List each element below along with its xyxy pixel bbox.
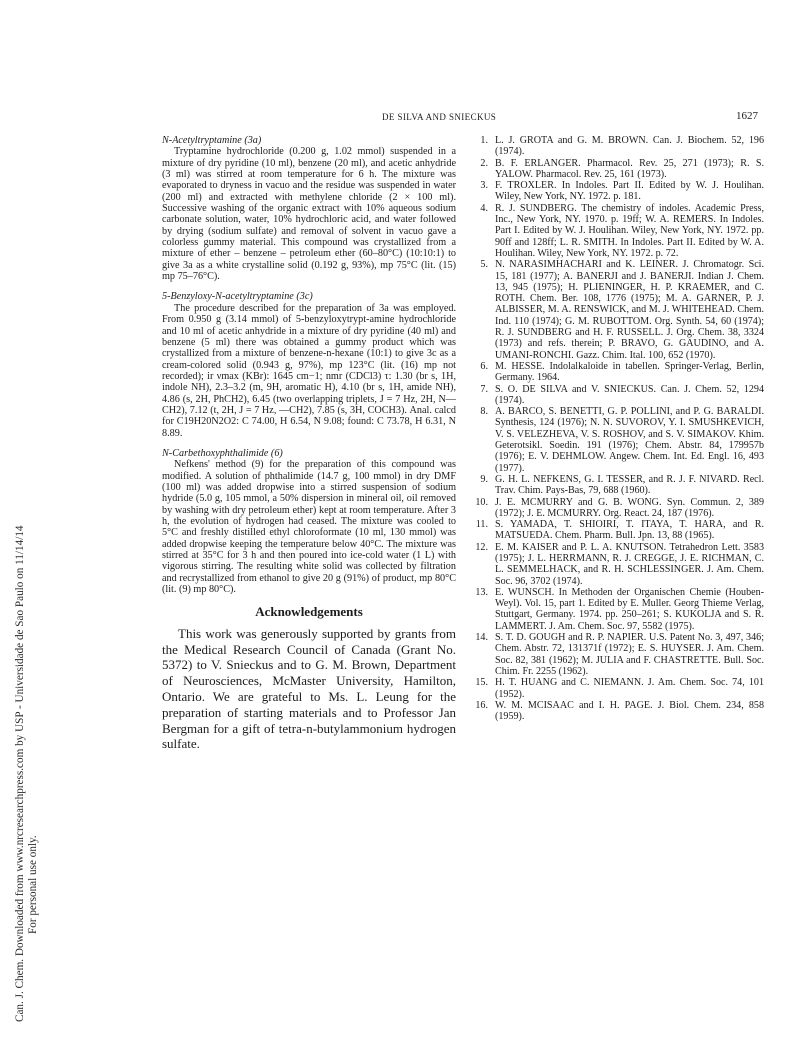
reference-item (474, 259, 764, 361)
reference-number: 12. (475, 541, 488, 553)
reference-item (474, 135, 764, 158)
reference-number: 11. (475, 519, 488, 531)
watermark-line-1: Can. J. Chem. Downloaded from www.nrcresearchpress.com by USP - Universidade de Sao Paulo on 11/14/14 (14, 525, 26, 1022)
section-heading-6: N-Carbethoxyphthalimide (6) (162, 447, 283, 459)
reference-text: L. J. GROTA and G. M. BROWN. Can. J. Biochem. 52, 196 (1974). (495, 135, 764, 158)
reference-number: 9. (480, 473, 488, 485)
reference-number: 10. (475, 496, 488, 508)
reference-number: 13. (475, 586, 488, 598)
reference-item (474, 203, 764, 259)
watermark-line-2: For personal use only. (27, 835, 39, 934)
reference-text: J. E. MCMURRY and G. B. WONG. Syn. Commun. 2, 389 (1972); J. E. MCMURRY. Org. React. 24, 187 (1976). (495, 496, 764, 519)
reference-number: 16. (475, 699, 488, 711)
reference-number: 5. (480, 259, 488, 271)
reference-text: G. H. L. NEFKENS, G. I. TESSER, and R. J. F. NIVARD. Recl. Trav. Chim. Pays-Bas, 79, 688 (1960). (495, 473, 764, 497)
reference-text: E. M. KAISER and P. L. A. KNUTSON. Tetrahedron Lett. 3583 (1975); J. L. HERRMANN, R. J. CREGGE, J. E. RICHMAN, C. L. SEMMELHACK, and R. H. SCHLESSINGER. J. Am. Chem. Soc. 96, 3702 (1974). (495, 541, 764, 587)
left-column (162, 135, 456, 752)
reference-item (474, 632, 764, 677)
reference-number: 14. (475, 632, 488, 644)
reference-item (474, 519, 764, 542)
download-watermark (14, 525, 40, 1022)
reference-item (474, 406, 764, 474)
references-list (474, 135, 764, 722)
section-heading-3a: N-Acetyltryptamine (3a) (162, 135, 262, 146)
reference-item (474, 497, 764, 520)
reference-item (474, 542, 764, 587)
reference-item (474, 587, 764, 632)
acknowledgements-body: This work was generously supported by grants from the Medical Research Council of Canada (Grant No. 5372) to V. Snieckus and to G. M. Brown, Department of Neurosciences, McMaster University, Hamilton, Ontario. We are grateful to Ms. L. Leung for the preparation of starting materials and to Professor Jan Bergman for a gift of tetra-n-butylammonium hydrogen sulfate. (162, 625, 456, 752)
reference-item (474, 700, 764, 723)
section-heading-3c: 5-Benzyloxy-N-acetyltryptamine (3c) (162, 291, 313, 303)
reference-text: A. BARCO, S. BENETTI, G. P. POLLINI, and P. G. BARALDI. Synthesis, 124 (1976); N. N. SUVOROV, Y. I. SMUSHKEVICH, V. S. VELEZHEVA, V. S. ROSHOV, and S. V. SIMAKOV. Khim. Geterotsikl. Soedin. 191 (1976); Chem. Abstr. 84, 179957b (1976); E. V. DEHMLOW. Angew. Chem. Int. Ed. Engl. 16, 493 (1977). (495, 406, 764, 474)
reference-item (474, 677, 764, 700)
reference-number: 6. (480, 360, 488, 372)
reference-text: S. T. D. GOUGH and R. P. NAPIER. U.S. Patent No. 3, 497, 346; Chem. Abstr. 72, 131371f (1972); E. S. HUYSER. J. Am. Chem. Soc. 82, 381 (1962); M. JULIA and F. CHASTRETTE. Bull. Soc. Chim. Fr. 2255 (1962). (495, 632, 764, 677)
acknowledgements-title: Acknowledgements (255, 604, 363, 620)
reference-item (474, 474, 764, 497)
reference-number: 4. (480, 202, 488, 214)
reference-text: N. NARASIMHACHARI and K. LEINER. J. Chromatogr. Sci. 15, 181 (1977); A. BANERJI and J. BANERJI. Indian J. Chem. 13, 945 (1975); H. PLIENINGER, H. P. KRAEMER, and C. ROTH. Chem. Ber. 108, 1776 (1975); M. A. GARNER, P. J. ALBISSER, M. A. RENSWICK, and M. J. WHITEHEAD. Chem. Ind. 110 (1974); G. M. RUBOTTOM. Org. Synth. 54, 60 (1974); R. J. SUNDBERG and H. F. RUSSELL. J. Org. Chem. 38, 3324 (1973) and refs. therein; P. BRAVO, G. GAUDINO, and A. UMANI-RONCHI. Gazz. Chim. Ital. 100, 652 (1970). (495, 259, 764, 361)
reference-item (474, 384, 764, 407)
running-head: DE SILVA AND SNIECKUS (382, 112, 497, 122)
reference-item (474, 158, 764, 181)
reference-number: 15. (475, 677, 488, 689)
paragraph-6: Nefkens' method (9) for the preparation of this compound was modified. A solution of phthalimide (14.7 g, 100 mmol) in dry DMF (100 ml) was added dropwise into a stirred suspension of sodium hydride (5.0 g, 105 mmol, a 50% dispersion in mineral oil, oil removed by washing with dry petroleum ether) kept at room temperature. After 3 h, the evolution of hydrogen had ceased. The mixture was cooled to 5°C and freshly distilled ethyl chloroformate (10 ml, 130 mmol) was added dropwise keeping the temperature below 40°C. The mixture was stirred at 35°C for 3 h and then poured into ice-cold water (1 L) with vigorous stirring. The resulting white solid was collected by filtration and recrystallized from ethanol to give 20 g (91%) of product, mp 80°C (lit. (9) mp 80°C). (162, 459, 456, 596)
reference-text: S. YAMADA, T. SHIOIRI, T. ITAYA, T. HARA, and R. MATSUEDA. Chem. Pharm. Bull. Jpn. 13, 88 (1965). (495, 519, 764, 542)
reference-text: W. M. MCISAAC and I. H. PAGE. J. Biol. Chem. 234, 858 (1959). (495, 699, 764, 723)
page-number: 1627 (736, 110, 758, 122)
reference-number: 3. (480, 180, 488, 192)
reference-text: R. J. SUNDBERG. The chemistry of indoles. Academic Press, Inc., New York, NY. 1970. p. 19ff; W. A. REMERS. In Indoles. Part I. Edited by W. J. Houlihan. Wiley, New York, NY. 1972. pp. 90ff and 128ff; L. R. SMITH. In Indoles. Part II. Edited by W. A. Houlihan. Wiley, New York, NY. 1972. p. 72. (495, 202, 764, 259)
reference-text: F. TROXLER. In Indoles. Part II. Edited by W. J. Houlihan. Wiley, New York, NY. 1972. p. 181. (495, 180, 764, 203)
reference-number: 2. (480, 157, 488, 169)
reference-number: 1. (480, 135, 488, 146)
reference-number: 7. (480, 383, 488, 395)
reference-text: S. O. DE SILVA and V. SNIECKUS. Can. J. Chem. 52, 1294 (1974). (495, 383, 764, 406)
reference-text: M. HESSE. Indolalkaloide in tabellen. Springer-Verlag, Berlin, Germany. 1964. (495, 360, 764, 384)
reference-item (474, 361, 764, 384)
reference-text: H. T. HUANG and C. NIEMANN. J. Am. Chem. Soc. 74, 101 (1952). (495, 677, 764, 700)
reference-text: B. F. ERLANGER. Pharmacol. Rev. 25, 271 (1973); R. S. YALOW. Pharmacol. Rev. 25, 161 (1973). (495, 157, 764, 180)
reference-number: 8. (480, 406, 488, 418)
reference-item (474, 180, 764, 203)
reference-text: E. WUNSCH. In Methoden der Organischen Chemie (Houben-Weyl). Vol. 15, part 1. Edited by E. Muller. Georg Thieme Verlag, Stuttgart, Germany. 1974. pp. 250–261; S. KUKOLJA and S. R. LAMMERT. J. Am. Chem. Soc. 97, 5582 (1975). (495, 586, 764, 632)
paragraph-3c: The procedure described for the preparation of 3a was employed. From 0.950 g (3.14 mmol) of 5-benzyloxytrypt-amine hydrochloride and 10 ml of acetic anhydride in a mixture of dry pyridine (40 ml) and benzene (5 ml) there was obtained a gummy product which was crystallized from a mixture of benzene-n-hexane (10:1) to give 3c as a cream-colored solid (0.943 g, 97%), mp 123°C (lit. (16) mp not recorded); ir νmax (KBr): 1645 cm−1; nmr (CDCl3) τ: 1.30 (br s, 1H, indole NH), 2.3–3.2 (m, 9H, aromatic H), 4.10 (br s, 1H, amide NH), 4.86 (s, 2H, PhCH2), 6.45 (two overlapping triplets, J = 7 Hz, 2H, N—CH2), 7.12 (t, 2H, J = 7 Hz, —CH2), 7.85 (s, 3H, COCH3). Anal. calcd for C19H20N2O2: C 74.00, H 6.54, N 9.08; found: C 73.78, H 6.31, N 8.89. (162, 302, 456, 439)
paragraph-3a: Tryptamine hydrochloride (0.200 g, 1.02 mmol) suspended in a mixture of dry pyridine (10 ml), benzene (20 ml), and acetic anhydride (3 ml) was stirred at room temperature for 6 h. The mixture was evaporated to dryness in vacuo and the residue was suspended in water (200 ml) and extracted with methylene chloride (2 × 100 ml). Successive washing of the organic extract with 10% aqueous sodium carbonate solution, water, 10% hydrochloric acid, and water followed by drying (sodium sulfate) and removal of solvent in vacuo gave a colorless gummy material. This compound was crystallized from a mixture of ether – benzene – petroleum ether (60–80°C) (10:10:1) to give 3a as a white crystalline solid (0.192 g, 93%), mp 75°C (lit. (15) mp 75–76°C). (162, 146, 456, 283)
